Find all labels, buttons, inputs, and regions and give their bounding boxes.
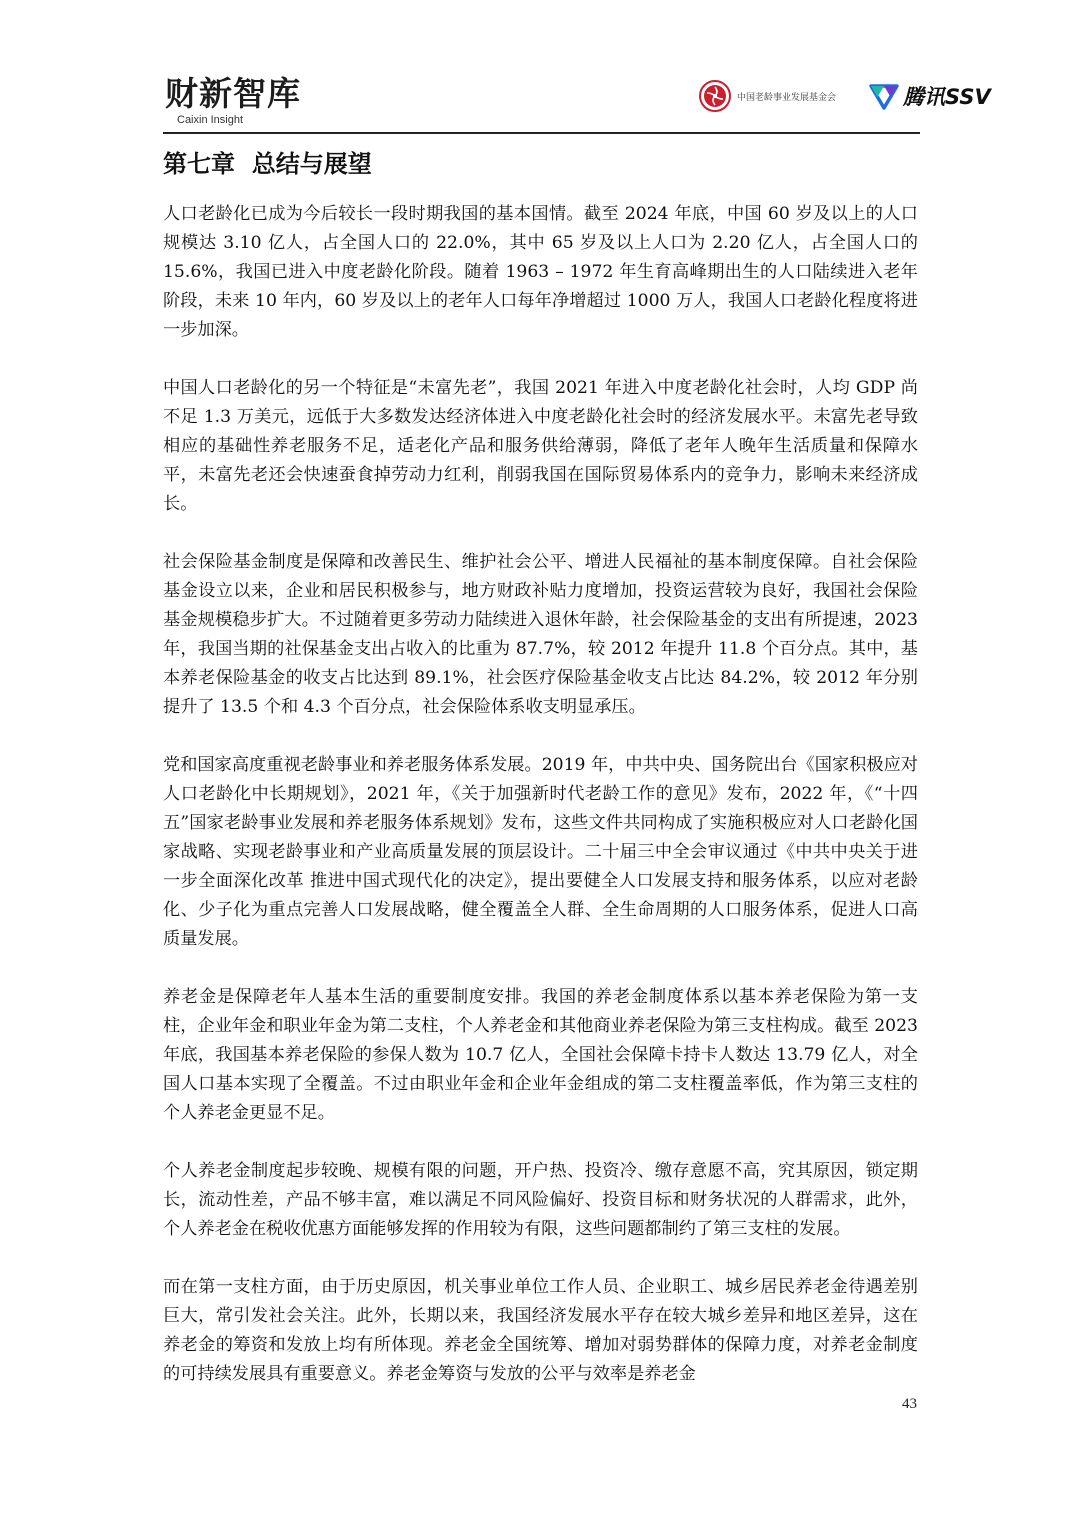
tencent-ssv-mark-icon <box>869 81 899 111</box>
page-header <box>163 70 991 134</box>
chapter-title: 第七章 总结与展望 <box>163 150 372 178</box>
paragraph: 中国人口老龄化的另一个特征是“未富先老”，我国 2021 年进入中度老龄化社会时，人均 GDP 尚不足 1.3 万美元，远低于大多数发达经济体进入中度老龄化社会时的经济发展水平。未富先老导致相应的基础性养老服务不足，适老化产品和服务供给薄弱，降低了老年人晚年生活质量和保障水平，未富先老还会快速蚕食掉劳动力红利，削弱我国在国际贸易体系内的竞争力，影响未来经济成长。 <box>163 378 918 514</box>
caixin-insight-logo <box>163 74 323 130</box>
header-divider <box>163 132 920 134</box>
paragraph: 个人养老金制度起步较晚、规模有限的问题，开户热、投资冷、缴存意愿不高，究其原因，锁定期长，流动性差，产品不够丰富，难以满足不同风险偏好、投资目标和财务状况的人群需求，此外，个人养老金在税收优惠方面能够发挥的作用较为有限，这些问题都制约了第三支柱的发展。 <box>163 1161 918 1239</box>
brand-name: 财新智库 <box>165 74 301 113</box>
tencent-ssv-logo <box>869 79 991 113</box>
paragraph: 社会保险基金制度是保障和改善民生、维护社会公平、增进人民福祉的基本制度保障。自社会保险基金设立以来，企业和居民积极参与，地方财政补贴力度增加，投资运营较为良好，我国社会保险基金规模稳步扩大。不过随着更多劳动力陆续进入退休年龄，社会保险基金的支出有所提速，2023 年，我国当期的社保基金支出占收入的比重为 87.7%，较 2012 年提升 11.8 个百分点。其中，基本养老保险基金的收支占比达到 89.1%，社会医疗保险基金收支占比达 84.2%，较 2012 年分别提升了 13.5 个和 4.3 个百分点，社会保险体系收支明显承压。 <box>163 552 918 717</box>
foundation-logo <box>699 80 836 112</box>
foundation-name: 中国老龄事业发展基金会 <box>737 92 837 103</box>
paragraph: 养老金是保障老年人基本生活的重要制度安排。我国的养老金制度体系以基本养老保险为第一支柱，企业年金和职业年金为第二支柱，个人养老金和其他商业养老保险为第三支柱构成。截至 2023 年底，我国基本养老保险的参保人数为 10.7 亿人，全国社会保障卡持卡人数达 13.79 亿人，对全国人口基本实现了全覆盖。不过由职业年金和企业年金组成的第二支柱覆盖率低，作为第三支柱的个人养老金更显不足。 <box>163 987 918 1123</box>
brand-name-en: Caixin Insight <box>177 114 244 126</box>
tencent-ssv-name: 腾讯SSV <box>903 85 991 109</box>
paragraph: 人口老龄化已成为今后较长一段时期我国的基本国情。截至 2024 年底，中国 60 岁及以上的人口规模达 3.10 亿人，占全国人口的 22.0%，其中 65 岁及以上人口为 2.20 亿人，占全国人口的 15.6%，我国已进入中度老龄化阶段。随着 1963 – 1972 年生育高峰期出生的人口陆续进入老年阶段，未来 10 年内，60 岁及以上的老年人口每年净增超过 1000 万人，我国人口老龄化程度将进一步加深。 <box>163 204 918 340</box>
body-text <box>163 200 918 1418</box>
paragraph: 而在第一支柱方面，由于历史原因，机关事业单位工作人员、企业职工、城乡居民养老金待遇差别巨大，常引发社会关注。此外，长期以来，我国经济发展水平存在较大城乡差异和地区差异，这在养老金的筹资和发放上均有所体现。养老金全国统筹、增加对弱势群体的保障力度，对养老金制度的可持续发展具有重要意义。养老金筹资与发放的公平与效率是养老金 <box>163 1277 918 1384</box>
foundation-emblem-icon <box>699 80 731 112</box>
paragraph: 党和国家高度重视老龄事业和养老服务体系发展。2019 年，中共中央、国务院出台《国家积极应对人口老龄化中长期规划》，2021 年，《关于加强新时代老龄工作的意见》发布，2022 年，《“十四五”国家老龄事业发展和养老服务体系规划》发布，这些文件共同构成了实施积极应对人口老龄化国家战略、实现老龄事业和产业高质量发展的顶层设计。二十届三中全会审议通过《中共中央关于进一步全面深化改革 推进中国式现代化的决定》，提出要健全人口发展支持和服务体系，以应对老龄化、少子化为重点完善人口发展战略，健全覆盖全人群、全生命周期的人口服务体系，促进人口高质量发展。 <box>163 755 918 949</box>
page-number: 43 <box>902 1396 917 1412</box>
